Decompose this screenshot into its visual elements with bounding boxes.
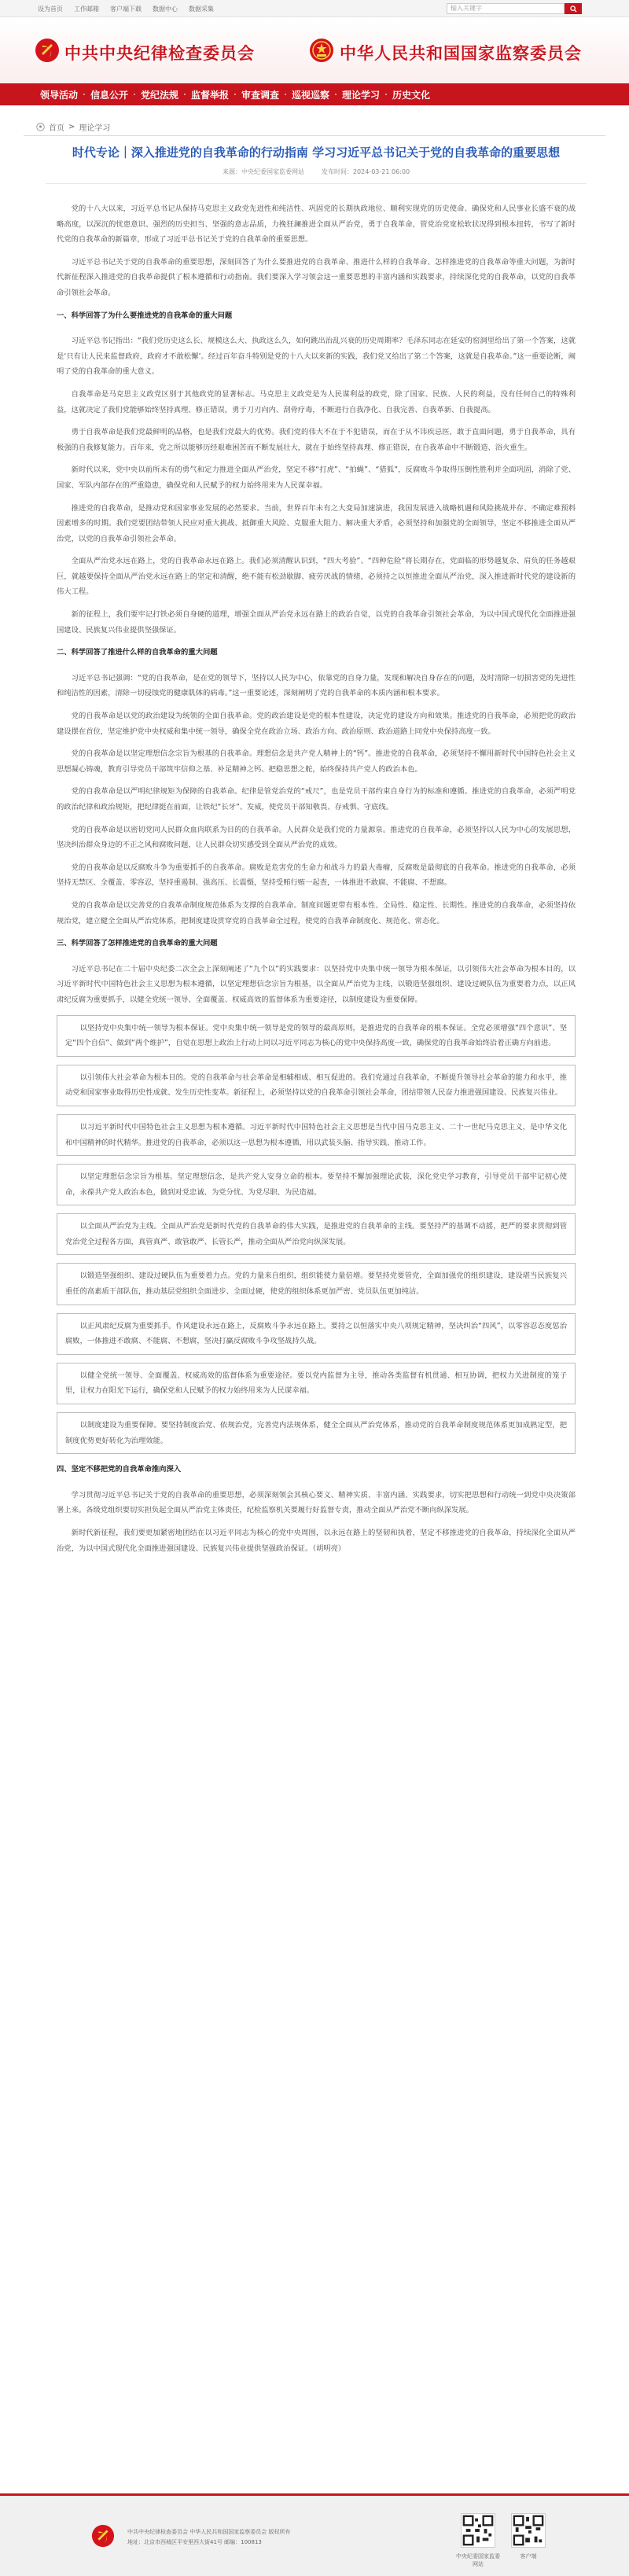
highlight-box xyxy=(57,1313,576,1355)
utility-link-homepage[interactable]: 设为首页 xyxy=(38,6,63,13)
highlight-paragraph: 以制度建设为重要保障。要坚持制度治党、依规治党，完善党内法规体系，健全全面从严治党体系，推动党的自我革命制度规范体系更加成熟定型，把制度优势更好转化为治理效能。 xyxy=(65,1421,567,1445)
body-paragraph: 习近平总书记强调：“党的自我革命，是在党的领导下，坚持以人民为中心，依靠党的自身力量，发现和解决自身存在的问题，及时清除一切损害党的先进性和纯洁性的因素，清除一切侵蚀党的健康肌体的病毒。”这一重要论述，深刻阐明了党的自我革命的本质内涵和根本要求。 xyxy=(57,673,576,698)
qr-label-app: 客户端 xyxy=(520,2553,537,2559)
article-source: 来源：中央纪委国家监委网站 xyxy=(222,168,304,175)
article-date: 发布时间：2024-03-21 06:00 xyxy=(321,168,410,175)
nav-inspection[interactable]: 巡视巡察 xyxy=(291,89,329,101)
highlight-box xyxy=(57,1114,576,1156)
highlight-paragraph: 以坚持党中央集中统一领导为根本保证。党中央集中统一领导是党的领导的最高原则，是推进党的自我革命的根本保证。全党必须增强“四个意识”、坚定“四个自信”、做到“两个维护”，自觉在思想上政治上行动上同以习近平同志为核心的党中央保持高度一致，确保党的自我革命始终沿着正确方向前进。 xyxy=(65,1023,567,1048)
article-body xyxy=(57,201,576,1563)
body-paragraph: 习近平总书记在二十届中央纪委二次全会上深刻阐述了“九个以”的实践要求：以坚持党中央集中统一领导为根本保证，以引领伟大社会革命为根本目的，以习近平新时代中国特色社会主义思想为根本遵循，以坚定理想信念宗旨为根基，以全面从严治党为主线，以锻造坚强组织、建设过硬队伍为重要着力点，以正风肃纪反腐为重要抓手，以健全党统一领导、全面覆盖、权威高效的监督体系为重要途径，以制度建设为重要保障。 xyxy=(57,964,576,1004)
utility-links xyxy=(38,5,214,13)
breadcrumb xyxy=(36,121,110,133)
highlight-paragraph: 以正风肃纪反腐为重要抓手。作风建设永远在路上，反腐败斗争永远在路上。要持之以恒落实中央八项规定精神，坚决纠治“四风”，以零容忍态度惩治腐败，一体推进不敢腐、不能腐、不想腐，坚决打赢反腐败斗争攻坚战持久战。 xyxy=(65,1321,567,1346)
nav-investigation[interactable]: 审查调查 xyxy=(241,89,279,101)
footer-address: 地址：北京市西城区平安里西大街41号 邮编：100813 xyxy=(127,2539,262,2545)
article-header xyxy=(46,145,587,184)
nav-leadership[interactable]: 领导活动 xyxy=(39,89,78,101)
body-paragraph: 党的十八大以来，习近平总书记从保持马克思主义政党先进性和纯洁性、巩固党的长期执政地位、顺利实现党的历史使命、确保党和人民事业长盛不衰的战略高度，以深沉的忧患意识、强烈的历史担当、坚强的意志品质，力挽狂澜推进全面从严治党，勇于自我革命，管党治党宽松软状况得到根本扭转，书写了新时代党的自我革命的新篇章，形成了习近平总书记关于党的自我革命的重要思想。 xyxy=(57,204,576,245)
breadcrumb-divider xyxy=(24,135,605,136)
highlight-paragraph: 以引领伟大社会革命为根本目的。党的自我革命与社会革命是相辅相成、相互促进的。我们党通过自我革命，不断提升领导社会革命的能力和水平，推动党和国家事业取得历史性成就、发生历史性变革。新征程上，必须坚持以党的自我革命引领社会革命，团结带领人民奋力推进强国建设、民族复兴伟业。 xyxy=(65,1073,567,1098)
utility-link-email[interactable]: 工作邮箱 xyxy=(74,6,99,13)
body-paragraph: 新时代以来，党中央以前所未有的勇气和定力推进全面从严治党，坚定不移“打虎”、“拍蝇”、“猎狐”，反腐败斗争取得压倒性胜利并全面巩固，消除了党、国家、军队内部存在的严重隐患，确保党和人民赋予的权力始终用来为人民谋幸福。 xyxy=(57,466,576,490)
body-paragraph: 勇于自我革命是我们党最鲜明的品格，也是我们党最大的优势。我们党的伟大不在于不犯错误，而在于从不讳疾忌医，敢于直面问题，勇于自我革命，具有极强的自我修复能力。百年来，党之所以能够历经艰难困苦而不断发展壮大，就在于始终坚持真理、修正错误，在自我革命中不断锻造、浴火重生。 xyxy=(57,428,576,452)
body-paragraph: 党的自我革命是以完善党的自我革命制度规范体系为支撑的自我革命。制度问题更带有根本性、全局性、稳定性、长期性。推进党的自我革命，必须坚持依规治党，建立健全全面从严治党体系，把制度建设贯穿党的自我革命全过程，使党的自我革命制度化、规范化、常态化。 xyxy=(57,900,576,926)
site-banner xyxy=(0,17,629,83)
highlight-paragraph: 以习近平新时代中国特色社会主义思想为根本遵循。习近平新时代中国特色社会主义思想是当代中国马克思主义、二十一世纪马克思主义，是中华文化和中国精神的时代精华。推进党的自我革命，必须以这一思想为根本遵循，用以武装头脑、指导实践、推动工作。 xyxy=(65,1122,567,1147)
body-paragraph: 习近平总书记关于党的自我革命的重要思想，深刻回答了为什么要推进党的自我革命、推进什么样的自我革命、怎样推进党的自我革命等重大问题，为新时代新征程深入推进党的自我革命提供了根本遵循和行动指南。我们要深入学习领会这一重要思想的丰富内涵和实践要求，持续深化党的自我革命，以党的自我革命引领社会革命。 xyxy=(57,257,576,297)
highlight-box xyxy=(57,1015,576,1057)
section-heading: 一、科学回答了为什么要推进党的自我革命的重大问题 xyxy=(57,311,233,320)
body-paragraph: 自我革命是马克思主义政党区别于其他政党的显著标志。马克思主义政党是为人民谋利益的政党，除了国家、民族、人民的利益，没有任何自己的特殊利益，这就决定了我们党能够始终坚持真理、修正错误，勇于刀刃向内、刮骨疗毒，不断进行自我净化、自我完善、自我革新、自我提高。 xyxy=(57,389,576,414)
section-heading: 二、科学回答了推进什么样的自我革命的重大问题 xyxy=(57,648,218,657)
highlight-box xyxy=(57,1065,576,1106)
highlight-paragraph: 以锻造坚强组织、建设过硬队伍为重要着力点。党的力量来自组织，组织能使力量倍增。要坚持党要管党，全面加强党的组织建设，建设堪当民族复兴重任的高素质干部队伍，推动基层党组织全面进步、全面过硬，使党的组织体系更加严密、党员队伍更加纯洁。 xyxy=(65,1271,567,1297)
highlight-box xyxy=(57,1213,576,1255)
highlight-box xyxy=(57,1363,576,1404)
nav-disclosure[interactable]: 信息公开 xyxy=(90,89,128,101)
utility-link-client[interactable]: 客户端下载 xyxy=(110,6,142,13)
breadcrumb-separator: > xyxy=(68,123,75,131)
body-paragraph: 党的自我革命是以反腐败斗争为重要抓手的自我革命。腐败是危害党的生命力和战斗力的最大毒瘤，反腐败是最彻底的自我革命。推进党的自我革命，必须坚持无禁区、全覆盖、零容忍，坚持重遏制、强高压、长震慑，坚持受贿行贿一起查，一体推进不敢腐、不能腐、不想腐。 xyxy=(57,863,576,888)
nav-supervision[interactable]: 监督举报 xyxy=(190,89,229,101)
body-paragraph: 党的自我革命是以坚定理想信念宗旨为根基的自我革命。理想信念是共产党人精神上的“钙”。推进党的自我革命，必须坚持不懈用新时代中国特色社会主义思想凝心铸魂，教育引导党员干部筑牢信仰之基、补足精神之钙、把稳思想之舵，始终保持共产党人的政治本色。 xyxy=(57,749,576,774)
qr-code-icon xyxy=(511,2513,546,2548)
search-button[interactable] xyxy=(565,3,582,14)
qr-label-website: 中央纪委国家监委网站 xyxy=(456,2553,500,2567)
nav-theory[interactable]: 理论学习 xyxy=(341,89,380,101)
nav-regulations[interactable]: 党纪法规 xyxy=(140,89,178,101)
footer-info xyxy=(127,2527,290,2548)
breadcrumb-current[interactable]: 理论学习 xyxy=(79,124,111,133)
body-paragraph: 全面从严治党永远在路上，党的自我革命永远在路上。我们必须清醒认识到，“四大考验”、“四种危险”将长期存在，党面临的形势越复杂、肩负的任务越艰巨，就越要保持全面从严治党永远在路上的坚定和清醒，绝不能有松劲歇脚、疲劳厌战的情绪，必须持之以恒推进全面从严治党，深入推进新时代党的建设新的伟大工程。 xyxy=(57,557,576,597)
qr-code-icon xyxy=(461,2513,495,2548)
section-heading: 四、坚定不移把党的自我革命推向深入 xyxy=(57,1465,182,1474)
party-emblem-icon xyxy=(35,38,60,63)
top-utility-bar xyxy=(0,0,629,17)
search-icon xyxy=(570,6,577,13)
utility-link-data-collection[interactable]: 数据采集 xyxy=(189,6,214,13)
article-meta xyxy=(46,167,587,176)
utility-link-data-center[interactable]: 数据中心 xyxy=(153,6,178,13)
footer-emblem-icon xyxy=(91,2524,115,2548)
meta-divider xyxy=(46,183,587,184)
banner-title-nsc: 中华人民共和国国家监察委员会 xyxy=(340,43,582,63)
highlight-paragraph: 以坚定理想信念宗旨为根基。坚定理想信念，是共产党人安身立命的根本。要坚持不懈加强理论武装，深化党史学习教育，引导党员干部牢记初心使命，永葆共产党人政治本色，做到对党忠诚、为党分忧、为党尽职、为民造福。 xyxy=(65,1172,567,1197)
nav-history[interactable]: 历史文化 xyxy=(392,89,430,101)
body-paragraph: 推进党的自我革命，是推动党和国家事业发展的必然要求。当前，世界百年未有之大变局加速演进，我国发展进入战略机遇和风险挑战并存、不确定难预料因素增多的时期。我们党要团结带领人民应对重大挑战、抵御重大风险、克服重大阻力、解决重大矛盾，必须坚持和加强党的全面领导，坚定不移推进全面从严治党，以党的自我革命引领社会革命。 xyxy=(57,503,576,543)
body-paragraph: 党的自我革命是以密切党同人民群众血肉联系为目的的自我革命。人民群众是我们党的力量源泉。推进党的自我革命，必须坚持以人民为中心的发展思想，坚决纠治群众身边的不正之风和腐败问题，让人民群众切实感受到全面从严治党的成效。 xyxy=(57,825,576,850)
body-paragraph: 党的自我革命是以党的政治建设为统领的全面自我革命。党的政治建设是党的根本性建设，决定党的建设方向和效果。推进党的自我革命，必须把党的政治建设摆在首位，坚定维护党中央权威和集中统一领导，确保全党在政治立场、政治方向、政治原则、政治道路上同党中央保持高度一致。 xyxy=(57,712,576,736)
location-pin-icon xyxy=(36,123,45,131)
body-paragraph: 新的征程上，我们要牢记打铁必须自身硬的道理，增强全面从严治党永远在路上的政治自觉，以党的自我革命引领社会革命，为以中国式现代化全面推进强国建设、民族复兴伟业提供坚强保证。 xyxy=(57,610,576,635)
banner-title-cpc: 中共中央纪律检查委员会 xyxy=(64,43,255,63)
highlight-box xyxy=(57,1263,576,1305)
highlight-paragraph: 以全面从严治党为主线。全面从严治党是新时代党的自我革命的伟大实践，是推进党的自我革命的主线。要坚持严的基调不动摇，把严的要求贯彻到管党治党全过程各方面，真管真严、敢管敢严、长管长严，推动全面从严治党向纵深发展。 xyxy=(65,1222,567,1246)
article-title: 时代专论｜深入推进党的自我革命的行动指南 学习习近平总书记关于党的自我革命的重要思想 xyxy=(72,145,561,160)
body-paragraph: 习近平总书记指出：“我们党历史这么长、规模这么大、执政这么久，如何跳出治乱兴衰的历史周期率？毛泽东同志在延安的窑洞里给出了第一个答案，这就是‘只有让人民来监督政府，政府才不敢松懈’。经过百年奋斗特别是党的十八大以来新的实践，我们党又给出了第二个答案，这就是自我革命。”这一重要论断，阐明了党的自我革命的重大意义。 xyxy=(57,337,576,377)
highlight-box xyxy=(57,1412,576,1454)
highlight-box xyxy=(57,1164,576,1205)
body-paragraph: 学习贯彻习近平总书记关于党的自我革命的重要思想，必须深刻领会其核心要义、精神实质、丰富内涵、实践要求，切实把思想和行动统一到党中央决策部署上来。各级党组织要切实担负起全面从严治党主体责任，纪检监察机关要履行好监督专责，推动全面从严治党不断向纵深发展。 xyxy=(57,1490,576,1515)
breadcrumb-home[interactable]: 首页 xyxy=(49,124,64,133)
body-paragraph: 新时代新征程，我们要更加紧密地团结在以习近平同志为核心的党中央周围，以永远在路上的坚韧和执着，坚定不移推进党的自我革命，持续深化全面从严治党，为以中国式现代化全面推进强国建设、民族复兴伟业提供坚强政治保证。（胡明亮） xyxy=(57,1529,576,1553)
section-heading: 三、科学回答了怎样推进党的自我革命的重大问题 xyxy=(57,939,218,948)
national-emblem-icon xyxy=(309,38,334,63)
highlight-paragraph: 以健全党统一领导、全面覆盖、权威高效的监督体系为重要途径。要以党内监督为主导，推动各类监督有机贯通、相互协调，把权力关进制度的笼子里，让权力在阳光下运行，确保党和人民赋予的权力始终用来为人民谋幸福。 xyxy=(65,1371,567,1396)
site-footer xyxy=(0,2493,629,2576)
body-paragraph: 党的自我革命是以严明纪律规矩为保障的自我革命。纪律是管党治党的“戒尺”，也是党员干部约束自身行为的标准和遵循。推进党的自我革命，必须严明党的政治纪律和政治规矩，把纪律挺在前面，让铁纪“长牙”、发威，使党员干部知敬畏、存戒惧、守底线。 xyxy=(57,787,576,811)
main-nav xyxy=(0,83,629,105)
footer-copyright: 中共中央纪律检查委员会 中华人民共和国国家监察委员会 版权所有 xyxy=(127,2529,291,2535)
search-input[interactable]: 输入关键字 xyxy=(447,3,565,14)
